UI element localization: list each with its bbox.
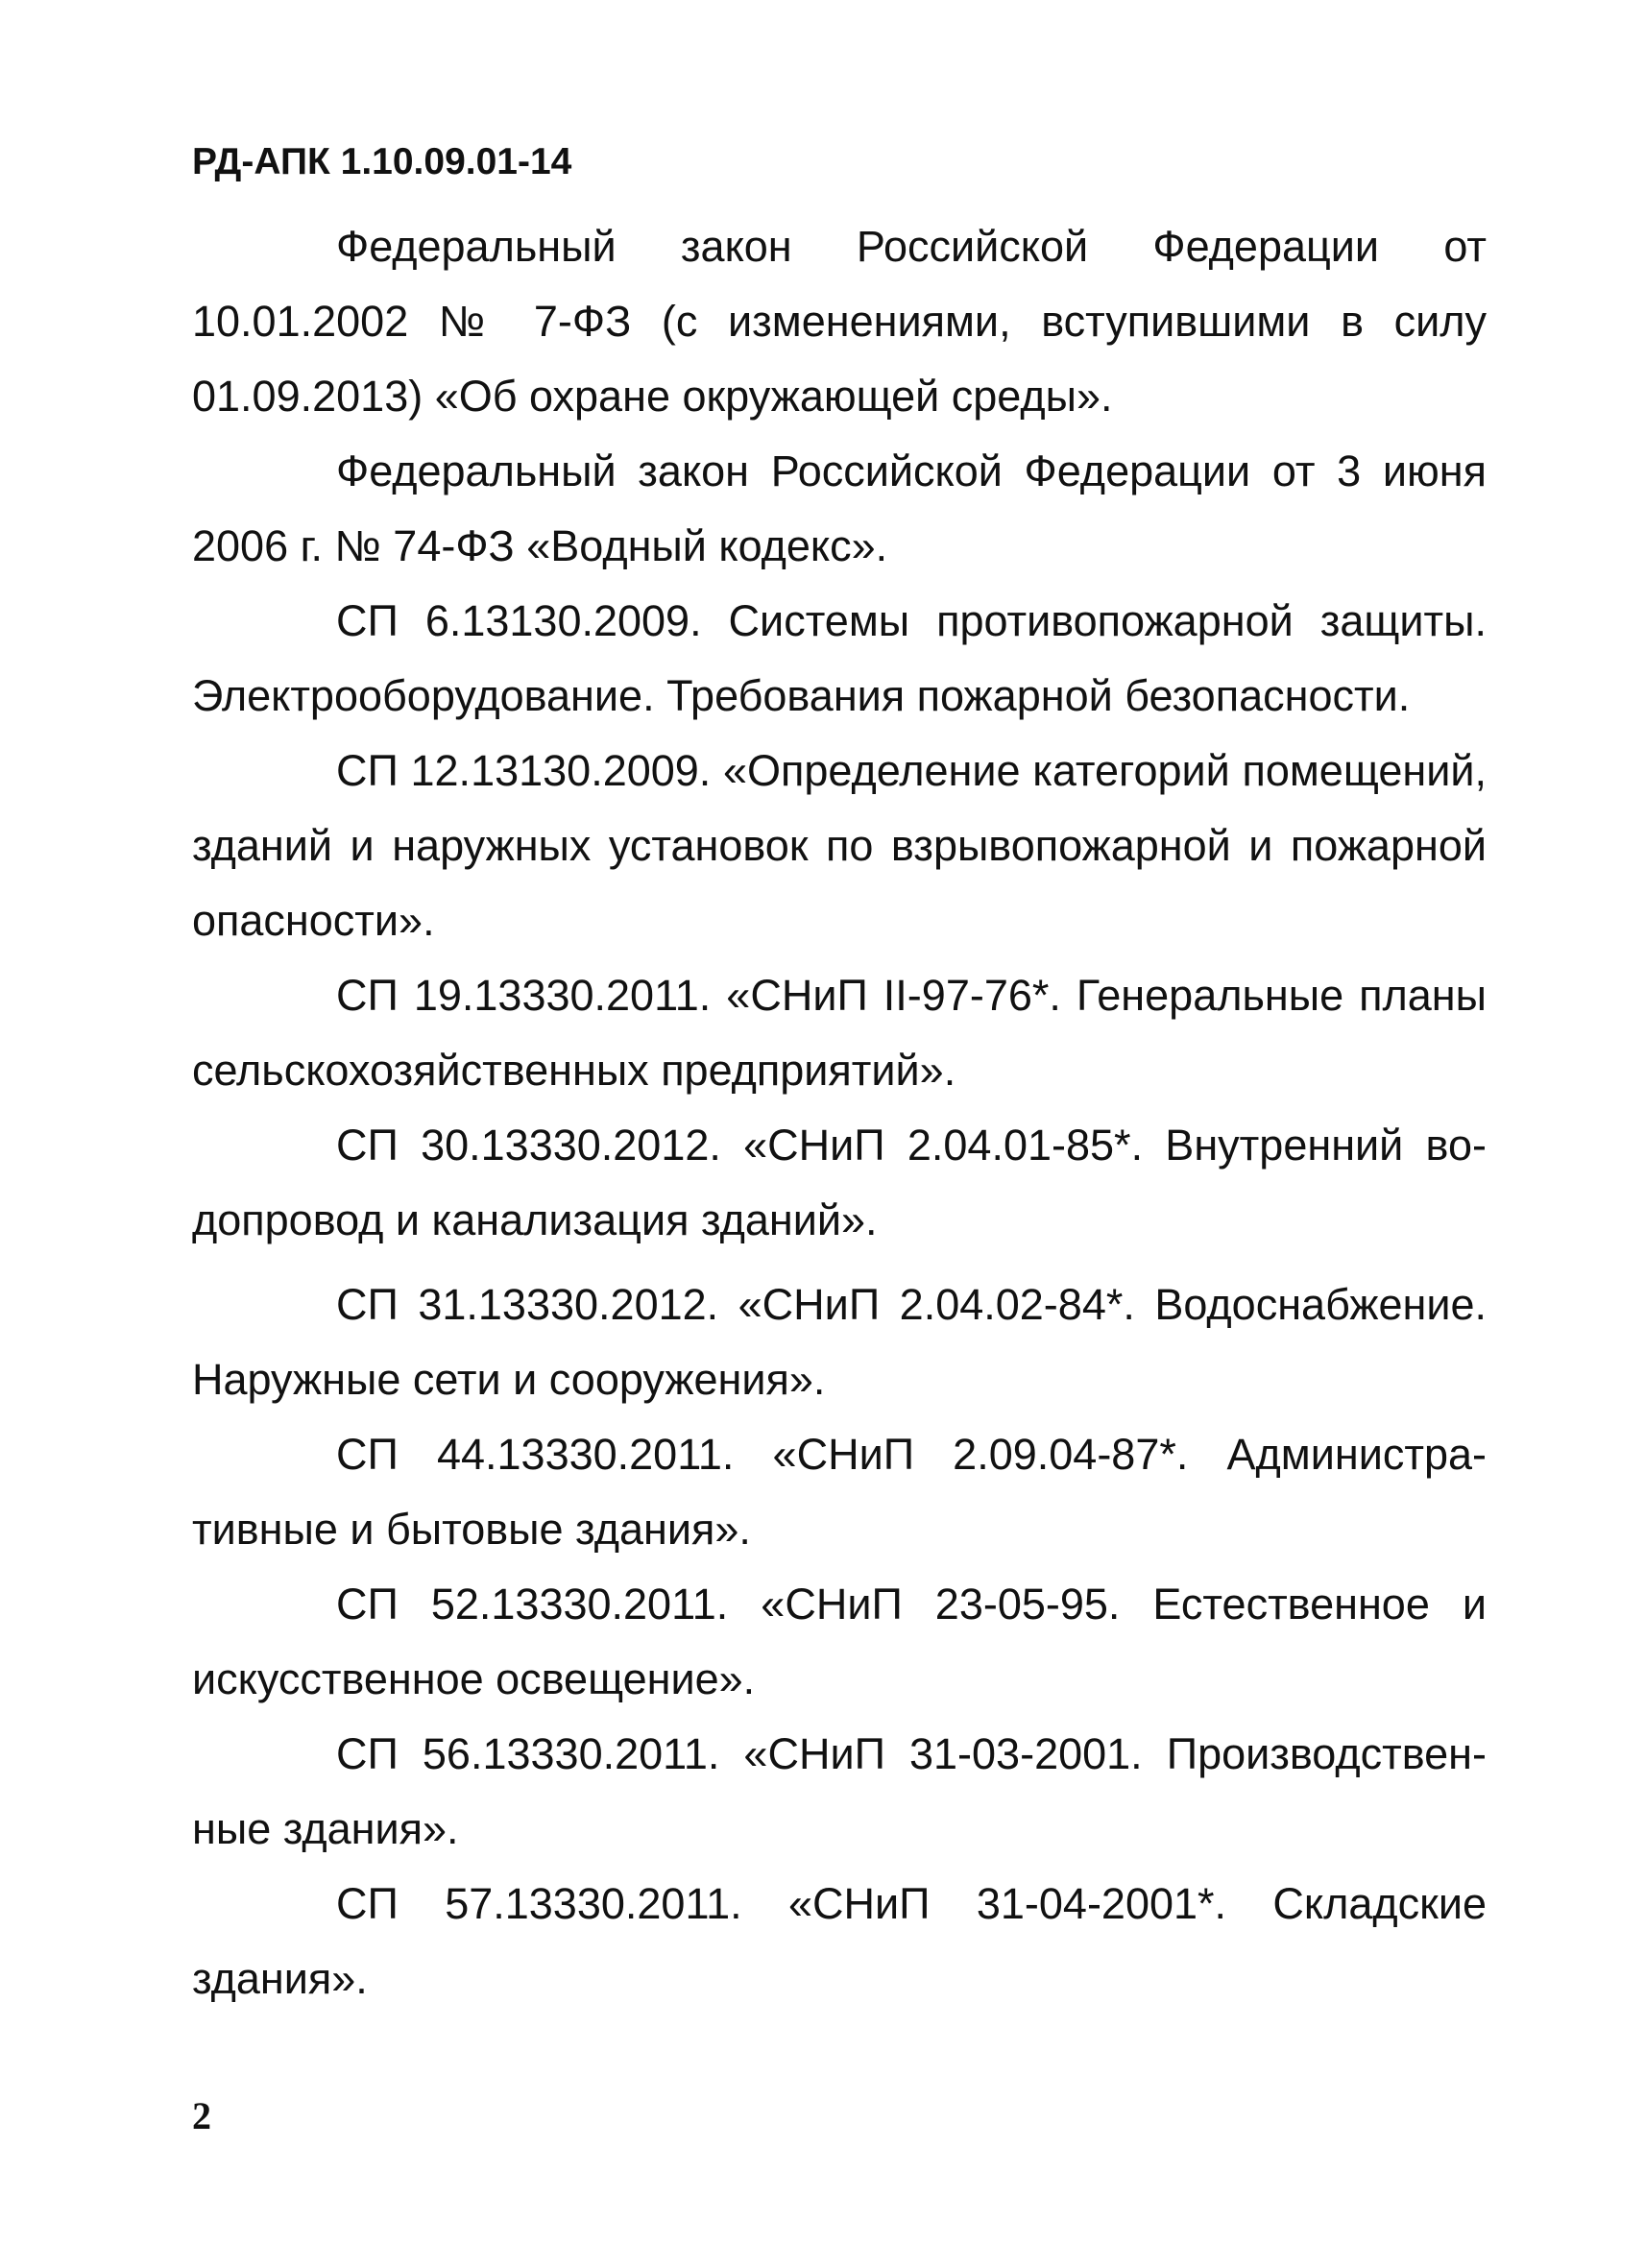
reference-item: СП 6.13130.2009. Системы противопожарной защиты. Электрооборудование. Требования пожарной безопасности. bbox=[192, 596, 1487, 720]
reference-item: СП 12.13130.2009. «Определение категорий помещений, зданий и наружных установок по взрывопожарной и пожарной опасности». bbox=[192, 746, 1487, 945]
document-code: РД-АПК 1.10.09.01-14 bbox=[192, 141, 572, 182]
reference-item: Федеральный закон Российской Федерации от 3 июня 2006 г. № 74-ФЗ «Водный кодекс». bbox=[192, 446, 1487, 570]
reference-item: СП 31.13330.2012. «СНиП 2.04.02-84*. Водоснабжение. Наружные сети и сооружения». bbox=[192, 1280, 1487, 1404]
reference-item: СП 52.13330.2011. «СНиП 23-05-95. Естественное и искусственное освещение». bbox=[192, 1580, 1487, 1703]
reference-list bbox=[192, 209, 1487, 2016]
reference-item: СП 19.13330.2011. «СНиП II-97-76*. Генеральные планы сельскохозяйственных предприятий». bbox=[192, 971, 1487, 1095]
reference-item: СП 56.13330.2011. «СНиП 31-03-2001. Производственные здания». bbox=[192, 1729, 1487, 1853]
page-number: 2 bbox=[192, 2094, 211, 2137]
reference-item: Федеральный закон Российской Федерации от 10.01.2002 № 7-ФЗ (с изменениями, вступившими в силу 01.09.2013) «Об охране окружающей среды». bbox=[192, 222, 1487, 421]
reference-item: СП 57.13330.2011. «СНиП 31-04-2001*. Складские здания». bbox=[192, 1879, 1487, 2003]
reference-item: СП 44.13330.2011. «СНиП 2.09.04-87*. Административные и бытовые здания». bbox=[192, 1430, 1487, 1554]
reference-item: СП 30.13330.2012. «СНиП 2.04.01-85*. Внутренний водопровод и канализация зданий». bbox=[192, 1121, 1487, 1244]
